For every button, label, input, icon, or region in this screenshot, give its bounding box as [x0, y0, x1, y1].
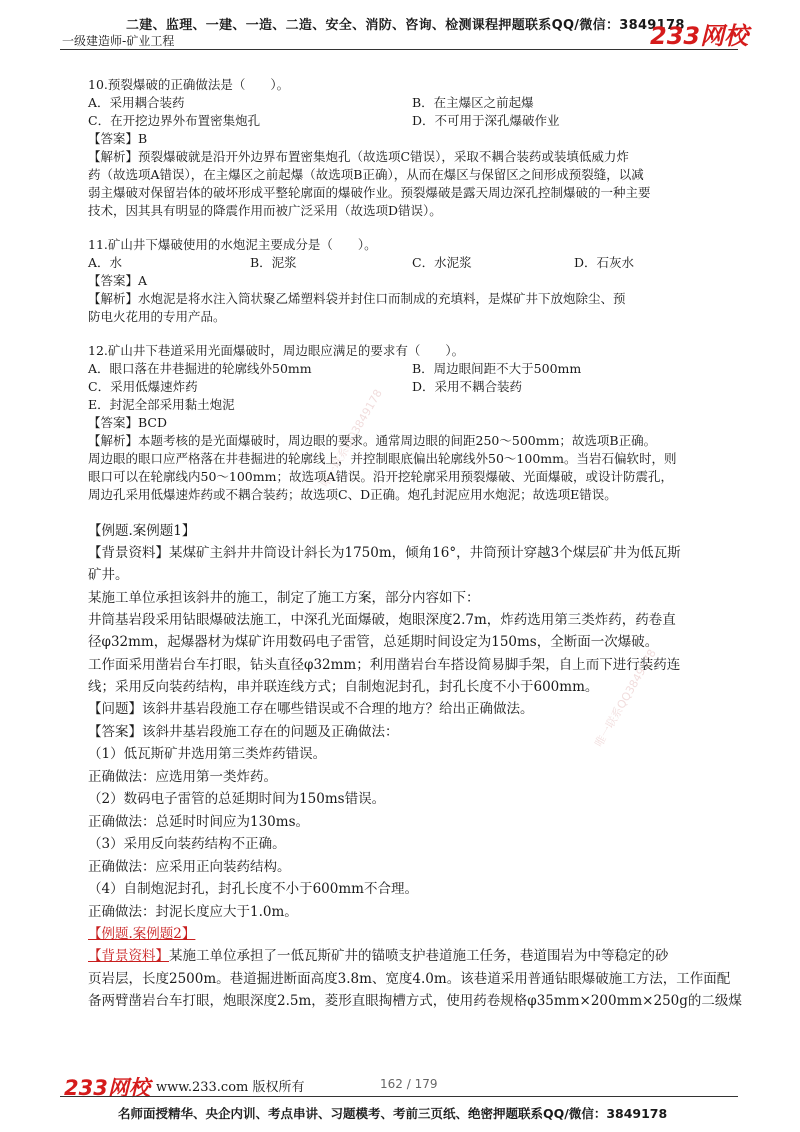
case1-answer-line: 正确做法：应采用正向装药结构。	[88, 859, 291, 875]
case1-background-line: 矿井。	[88, 567, 129, 583]
case2-background-label: 【背景资料】	[88, 948, 169, 964]
q11-stem: 11.矿山井下爆破使用的水炮泥主要成分是（ ）。	[88, 237, 377, 252]
case2-background-line: 页岩层，长度2500m。巷道掘进断面高度3.8m、宽度4.0m。该巷道采用普通钻眼爆破施工方法，工作面配	[88, 971, 731, 987]
case2-background-line	[88, 947, 669, 965]
q10-analysis-line: 技术，因其具有明显的降震作用而被广泛采用（故选项D错误）。	[88, 203, 442, 218]
q10-option-d: D．不可用于深孔爆破作业	[412, 113, 560, 128]
watermark: 唯一联系QQ3849178	[318, 387, 385, 490]
q11-analysis-line: 【解析】水炮泥是将水注入筒状聚乙烯塑料袋并封住口而制成的充填料，是煤矿井下放炮除尘、预	[88, 291, 626, 306]
header-logo: 233网校	[650, 22, 749, 50]
q10-analysis-line: 弱主爆破对保留岩体的破坏形成平整轮廓面的爆破作业。预裂爆破是露天周边深孔控制爆破的一种主要	[88, 185, 651, 200]
q10-option-b: B．在主爆区之前起爆	[412, 95, 534, 110]
case1-answer-line: 正确做法：应选用第一类炸药。	[88, 769, 277, 785]
q12-stem: 12.矿山井下巷道采用光面爆破时，周边眼应满足的要求有（ ）。	[88, 343, 465, 358]
q12-analysis-line: 周边眼的眼口应严格落在井巷掘进的轮廓线上，并控制眼底偏出轮廓线外50～100mm。当岩石偏软时，则	[88, 451, 677, 466]
q12-analysis-line: 周边孔采用低爆速炸药或不耦合装药；故选项C、D正确。炮孔封泥应用水炮泥；故选项E错误。	[88, 487, 617, 502]
q12-option-a: A．眼口落在井巷掘进的轮廓线外50mm	[88, 361, 312, 376]
case1-answer-line: （3）采用反向装药结构不正确。	[88, 836, 286, 852]
q12-option-e: E．封泥全部采用黏土炮泥	[88, 397, 235, 412]
case1-answer-line: 正确做法：总延时时间应为130ms。	[88, 814, 309, 830]
case1-body-line: 工作面采用凿岩台车打眼，钻头直径φ32mm；利用凿岩台车搭设简易脚手架，自上而下进行装药连	[88, 657, 681, 673]
header-subtitle: 一级建造师-矿业工程	[62, 34, 175, 48]
case1-answer-line: （4）自制炮泥封孔，封孔长度不小于600mm不合理。	[88, 881, 418, 897]
q12-answer: 【答案】BCD	[88, 415, 168, 430]
case2-background-line: 备两臂凿岩台车打眼，炮眼深度2.5m，菱形直眼掏槽方式，使用药卷规格φ35mm×200mm×250g的二级煤	[88, 993, 742, 1009]
q12-option-b: B．周边眼间距不大于500mm	[412, 361, 582, 376]
case1-answer-line: （2）数码电子雷管的总延期时间为150ms错误。	[88, 791, 386, 807]
footer-ad: 名师面授精华、央企内训、考点串讲、习题模考、考前三页纸、绝密押题联系QQ/微信：3849178	[118, 1106, 668, 1121]
case1-question: 【问题】该斜井基岩段施工存在哪些错误或不合理的地方？给出正确做法。	[88, 701, 534, 717]
q11-answer: 【答案】A	[88, 273, 148, 288]
footer-copyright: www.233.com 版权所有	[156, 1080, 305, 1095]
q11-analysis-line: 防电火花用的专用产品。	[88, 309, 226, 324]
header-divider	[60, 49, 738, 50]
case2-background-text: 某施工单位承担了一低瓦斯矿井的锚喷支护巷道施工任务，巷道围岩为中等稳定的砂	[169, 948, 669, 964]
q11-option-c: C．水泥浆	[412, 255, 472, 270]
q11-option-d: D．石灰水	[574, 255, 635, 270]
case1-body-line: 井筒基岩段采用钻眼爆破法施工，中深孔光面爆破，炮眼深度2.7m，炸药选用第三类炸药，药卷直	[88, 612, 676, 628]
case1-body-line: 某施工单位承担该斜井的施工，制定了施工方案，部分内容如下：	[88, 590, 480, 606]
q12-analysis-line: 眼口可以在轮廓线内50～100mm；故选项A错误。沿开挖轮廓采用预裂爆破、光面爆破，或设计防震孔，	[88, 469, 673, 484]
q11-option-a: A．水	[88, 255, 123, 270]
q10-analysis-line: 药（故选项A错误），在主爆区之前起爆（故选项B正确），从而在爆区与保留区之间形成预裂缝，以减	[88, 167, 644, 182]
q10-answer: 【答案】B	[88, 131, 148, 146]
q12-option-d: D．采用不耦合装药	[412, 379, 523, 394]
q11-option-b: B．泥浆	[250, 255, 297, 270]
header-ad: 二建、监理、一建、一造、二造、安全、消防、咨询、检测课程押题联系QQ/微信：3849178	[126, 18, 685, 33]
footer-logo: 233网校	[64, 1076, 150, 1100]
watermark: 唯一联系QQ3849178	[592, 647, 659, 750]
case1-answer-line: （1）低瓦斯矿井选用第三类炸药错误。	[88, 746, 327, 762]
q12-option-c: C．采用低爆速炸药	[88, 379, 198, 394]
case1-title: 【例题.案例题1】	[88, 523, 196, 539]
q10-analysis-line: 【解析】预裂爆破就是沿开外边界布置密集炮孔（故选项C错误），采取不耦合装药或装填低威力炸	[88, 149, 629, 164]
q10-option-a: A．采用耦合装药	[88, 95, 185, 110]
case1-answer-title: 【答案】该斜井基岩段施工存在的问题及正确做法：	[88, 724, 399, 740]
q10-stem: 10.预裂爆破的正确做法是（ ）。	[88, 77, 290, 92]
case1-answer-line: 正确做法：封泥长度应大于1.0m。	[88, 904, 298, 920]
q10-option-c: C．在开挖边界外布置密集炮孔	[88, 113, 261, 128]
case1-body-line: 线；采用反向装药结构，串并联连线方式；自制炮泥封孔，封孔长度不小于600mm。	[88, 679, 599, 695]
q12-analysis-line: 【解析】本题考核的是光面爆破时，周边眼的要求。通常周边眼的间距250～500mm；故选项B正确。	[88, 433, 657, 448]
case2-title: 【例题.案例题2】	[88, 926, 196, 942]
case1-background-line: 【背景资料】某煤矿主斜井井筒设计斜长为1750m，倾角16°，井筒预计穿越3个煤层矿井为低瓦斯	[88, 545, 681, 561]
page-number: 162 / 179	[380, 1077, 438, 1091]
case1-body-line: 径φ32mm，起爆器材为煤矿许用数码电子雷管，总延期时间设定为150ms，全断面一次爆破。	[88, 634, 659, 650]
footer-divider	[60, 1096, 738, 1097]
